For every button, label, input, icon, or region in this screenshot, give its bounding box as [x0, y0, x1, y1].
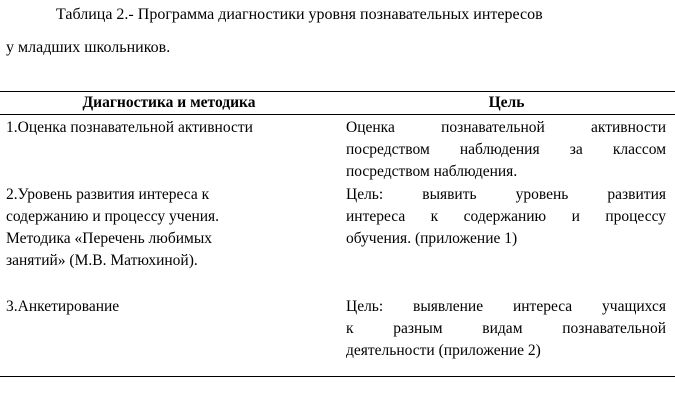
row-1-goal-line: Оценка познавательной активности — [346, 119, 666, 136]
row-1-diagnostics-line: 1.Оценка познавательной активности — [6, 119, 253, 136]
row-3-goal-line: к разным видам познавательной — [346, 320, 666, 337]
row-2-goal-line: Цель: выявить уровень развития — [346, 186, 666, 203]
row-2-diagnostics-line: содержанию и процессу учения. — [6, 208, 220, 225]
row-1-diagnostics — [6, 117, 334, 139]
row-1-goal — [346, 117, 666, 183]
row-3-goal — [346, 296, 666, 362]
table-header-rule — [0, 114, 675, 115]
table-caption-line-2: у младших школьников. — [6, 39, 171, 56]
row-2-goal-line: обучения. (приложение 1) — [346, 230, 518, 247]
row-2-diagnostics — [6, 184, 334, 272]
row-2-diagnostics-line: занятий» (М.В. Матюхиной). — [6, 252, 198, 269]
row-3-diagnostics — [6, 296, 334, 318]
row-3-goal-line: деятельности (приложение 2) — [346, 342, 541, 359]
table-caption-line-1: Таблица 2.- Программа диагностики уровня познавательных интересов — [56, 6, 543, 23]
table-bottom-rule — [0, 376, 675, 377]
row-2-goal-line: интереса к содержанию и процессу — [346, 208, 666, 225]
row-3-diagnostics-line: 3.Анкетирование — [6, 298, 120, 315]
row-1-goal-line: посредством наблюдения. — [346, 163, 518, 180]
row-3-goal-line: Цель: выявление интереса учащихся — [346, 298, 666, 315]
row-2-diagnostics-line: Методика «Перечень любимых — [6, 230, 213, 247]
row-2-goal — [346, 184, 666, 250]
table-header-diagnostics: Диагностика и методика — [82, 94, 256, 111]
row-2-diagnostics-line: 2.Уровень развития интереса к — [6, 186, 210, 203]
table-header-goal: Цель — [488, 94, 525, 111]
row-1-goal-line: посредством наблюдения за классом — [346, 141, 666, 158]
